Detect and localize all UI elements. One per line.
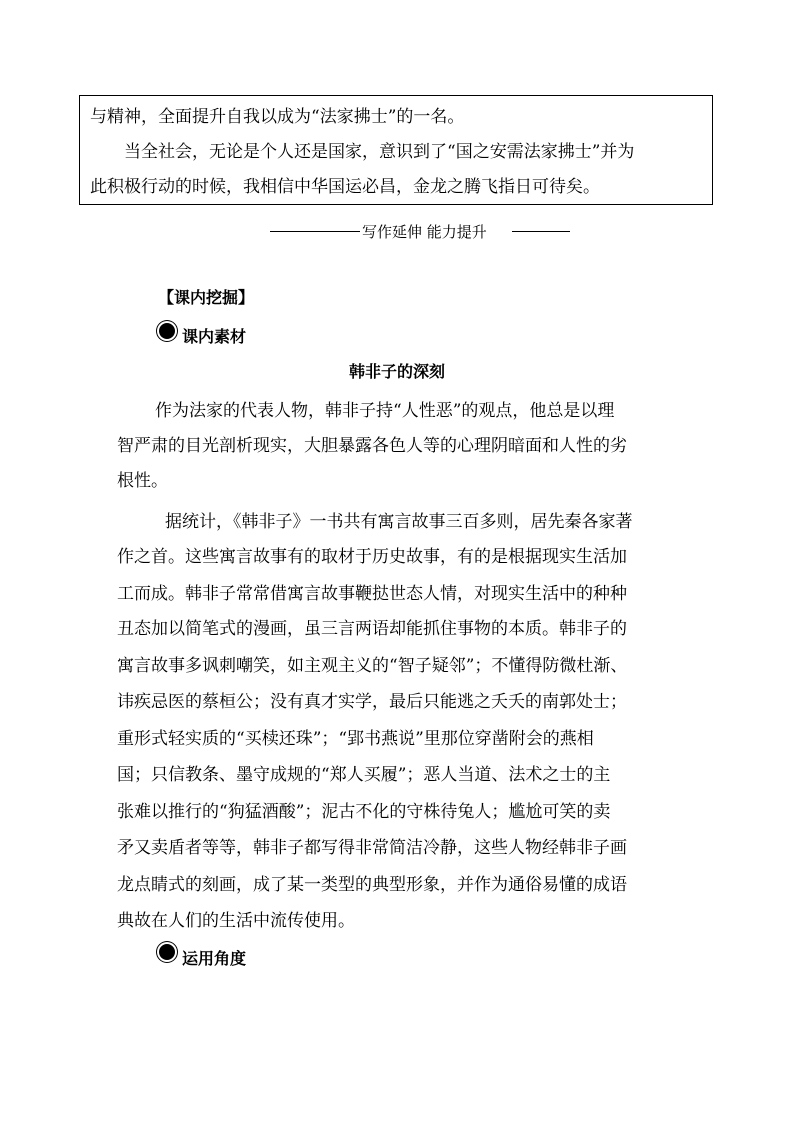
section-divider	[270, 219, 570, 243]
boxed-excerpt	[79, 95, 713, 205]
paragraph-line: 工而成。韩非子常常借寓言故事鞭挞世态人情，对现实生活中的种种	[117, 584, 627, 604]
paragraph-line: 据统计，《韩非子》一书共有寓言故事三百多则，居先秦各家著	[165, 512, 633, 532]
divider-rule-right	[512, 231, 570, 232]
paragraph-line: 智严肃的目光剖析现实，大胆暴露各色人等的心理阴暗面和人性的劣	[117, 436, 627, 456]
subheading-usage: 运用角度	[182, 949, 247, 968]
section-divider-label: 写作延伸 能力提升	[362, 223, 487, 241]
paragraph-line: 矛又卖盾者等等，韩非子都写得非常简洁冷静，这些人物经韩非子画	[117, 838, 627, 858]
paragraph-line: 作之首。这些寓言故事有的取材于历史故事，有的是根据现实生活加	[117, 547, 627, 567]
divider-rule-left	[270, 231, 360, 232]
circle-bullet-icon	[159, 323, 175, 339]
subheading-material: 课内素材	[182, 327, 247, 346]
paragraph-line: 作为法家的代表人物，韩非子持“人性恶”的观点，他总是以理	[155, 401, 615, 421]
paragraph-line: 寓言故事多讽刺嘲笑，如主观主义的“智子疑邻”；不懂得防微杜渐、	[117, 656, 628, 676]
paragraph-line: 龙点睛式的刻画，成了某一类型的典型形象，并作为通俗易懂的成语	[117, 875, 627, 895]
paragraph-line: 讳疾忌医的蔡桓公；没有真才实学，最后只能逃之夭夭的南郭处士；	[117, 692, 627, 712]
paragraph-line: 张难以推行的“狗猛酒酸”；泥古不化的守株待兔人；尴尬可笑的卖	[117, 802, 611, 822]
boxed-line: 此积极行动的时候，我相信中华国运必昌，金龙之腾飞指日可待矣。	[90, 177, 600, 197]
boxed-line: 当全社会，无论是个人还是国家，意识到了“国之安需法家拂士”并为	[124, 142, 635, 162]
section-tag: 【课内挖掘】	[158, 288, 255, 307]
paragraph-line: 根性。	[117, 471, 168, 491]
paragraph-line: 重形式轻实质的“买椟还珠”；“郢书燕说”里那位穿凿附会的燕相	[117, 729, 594, 749]
article-title: 韩非子的深刻	[348, 362, 445, 381]
paragraph-line: 丑态加以简笔式的漫画，虽三言两语却能抓住事物的本质。韩非子的	[117, 619, 627, 639]
paragraph-line: 国；只信教条、墨守成规的“郑人买履”；恶人当道、法术之士的主	[117, 765, 611, 785]
circle-bullet-icon	[159, 944, 175, 960]
paragraph-line: 典故在人们的生活中流传使用。	[117, 911, 355, 931]
boxed-line: 与精神，全面提升自我以成为“法家拂士”的一名。	[90, 107, 465, 127]
